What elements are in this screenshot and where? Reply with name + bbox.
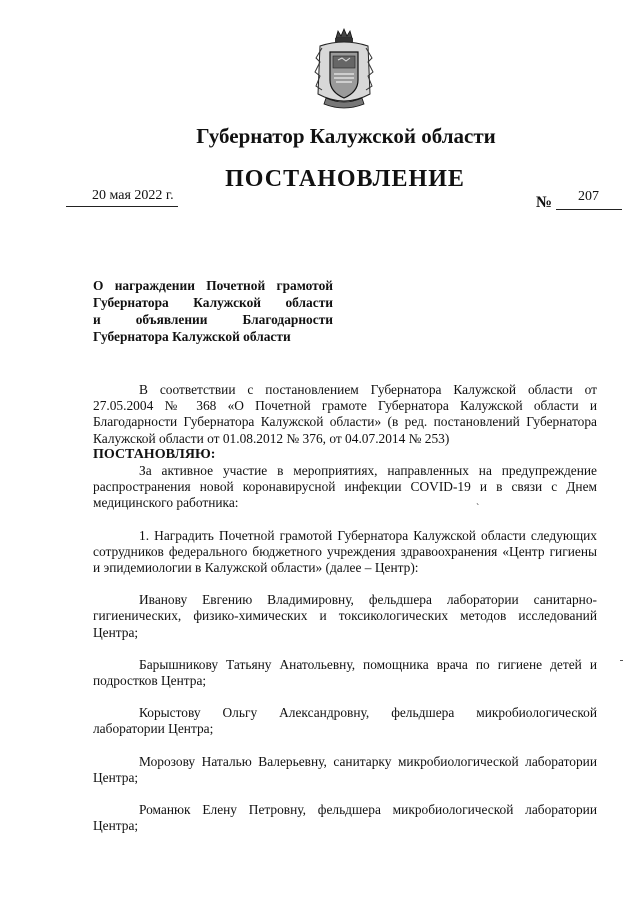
clause-1-paragraph: 1. Наградить Почетной грамотой Губернатора Калужской области следующих сотрудников федерального бюджетного учреждения здравоохранения «Центр гигиены и эпидемиологии в Калужской области» (далее – Центр): [93, 527, 597, 576]
number-underline [556, 209, 622, 210]
preamble-paragraph: В соответствии с постановлением Губернатора Калужской области от 27.05.2004 № 368 «О Почетной грамоте Губернатора Калужской области и Благодарности Губернатора Калужской области» (в ред. постановлений Губернатора Калужской области от 01.08.2012 № 376, от 04.07.2014 № 253) [93, 382, 597, 446]
document-type-title: ПОСТАНОВЛЕНИЕ [225, 166, 465, 192]
awardee-paragraph: Иванову Евгению Владимировну, фельдшера лаборатории санитарно-гигиенических, физико-химических и токсикологических методов исследований Центра; [93, 592, 597, 640]
date-underline [66, 206, 178, 207]
scan-speck: ` [476, 503, 480, 514]
reason-paragraph: За активное участие в мероприятиях, направленных на предупреждение распространения новой коронавирусной инфекции COVID-19 и в связи с Днем медицинского работника: [93, 463, 597, 511]
subject-line: Губернатора Калужской области [93, 295, 333, 310]
awardee-paragraph: Романюк Елену Петровну, фельдшера микробиологической лаборатории Центра; [93, 802, 597, 834]
document-body [93, 382, 597, 834]
subject-line: и объявлении Благодарности [93, 312, 333, 327]
awardee-paragraph: Морозову Наталью Валерьевну, санитарку микробиологической лаборатории Центра; [93, 753, 597, 785]
document-number: 207 [578, 189, 599, 204]
issuing-authority: Губернатор Калужской области [196, 124, 496, 148]
document-subject [93, 277, 333, 345]
scan-speck [620, 660, 623, 661]
awardee-paragraph: Корыстову Ольгу Александровну, фельдшера микробиологической лаборатории Центра; [93, 705, 597, 737]
coat-of-arms-icon [312, 28, 376, 112]
number-label: № [536, 194, 553, 211]
awardee-paragraph: Барышникову Татьяну Анатольевну, помощника врача по гигиене детей и подростков Центра; [93, 656, 597, 689]
subject-line: О награждении Почетной грамотой [93, 278, 333, 293]
decree-heading: ПОСТАНОВЛЯЮ: [93, 446, 216, 462]
document-date: 20 мая 2022 г. [92, 188, 174, 203]
subject-line: Губернатора Калужской области [93, 329, 291, 344]
